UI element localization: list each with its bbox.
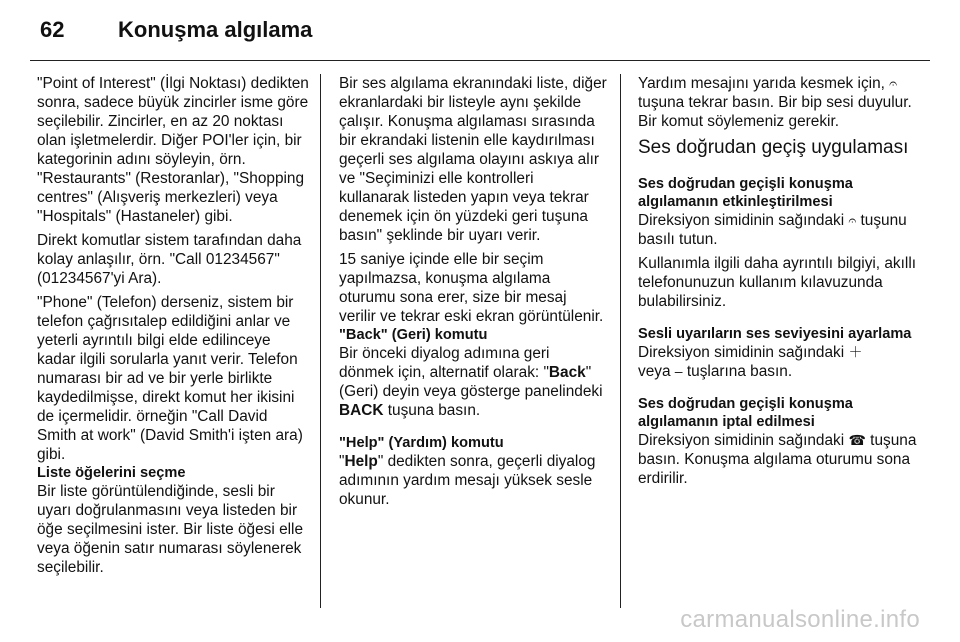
- text: " (Geri) deyin veya gösterge panelindeki: [339, 364, 603, 400]
- text: tuşuna basın. Konuşma algılama oturumu sona erdirilir.: [638, 432, 917, 487]
- text: ": [339, 453, 345, 470]
- text: tuşlarına basın.: [682, 363, 793, 380]
- text: tuşunu basılı tutun.: [638, 212, 907, 248]
- keyword-back: Back: [548, 364, 586, 381]
- text: Yardım mesajını yarıda kesmek için,: [638, 75, 890, 92]
- paragraph-smartphone-manual: Kullanımla ilgili daha ayrıntılı bilgiyi, akıllı telefonunuzun kullanım kılavuzunda bulabilirsiniz.: [638, 255, 917, 310]
- paragraph-list-voice: Bir ses algılama ekranındaki liste, diğer ekranlardaki bir listeyle aynı şekilde çalışır. Konuşma algılaması sırasında bir ekrandaki listenin elle kaydırılması geçerli ses algılama olayını askıya alır ve "Seçiminizi elle kontrolleri kullanarak listeden yapın veya tekrar denemek için ön yüzdeki geri tuşuna basın" şeklinde bir uyarı verir.: [339, 75, 607, 244]
- heading-activate-passthrough: Ses doğrudan geçişli konuşma algılamanın etkinleştirilmesi: [638, 176, 853, 210]
- text: tuşuna basın.: [383, 402, 481, 419]
- text: Direksiyon simidinin sağındaki: [638, 212, 849, 229]
- paragraph-direct-commands: Direkt komutlar sistem tarafından daha kolay anlaşılır, örn. "Call 01234567" (01234567'yi Ara).: [37, 232, 302, 287]
- voice-button-icon: 𝄐: [889, 75, 897, 91]
- text: Bir önceki diyalog adımına geri dönmek için, alternatif olarak: ": [339, 345, 550, 381]
- column-divider-2: [620, 74, 621, 608]
- paragraph-list-selection: Bir liste görüntülendiğinde, sesli bir uyarı doğrulanmasını veya listeden bir öğe seçilmesini ister. Bir liste öğesi elle veya öğenin satır numarası söylenerek seçilebilir.: [37, 483, 304, 576]
- plus-icon: ＋: [848, 344, 863, 360]
- text: tuşuna tekrar basın. Bir bip sesi duyulur. Bir komut söylemeniz gerekir.: [638, 94, 912, 130]
- paragraph-phone: "Phone" (Telefon) derseniz, sistem bir telefon çağrısıtalep edildiğini anlar ve yeterli ayrıntılı bilgi elde edilinceye kadar ilgili sorularla yanıt verir. Telefon numarası bir ad ve bir yerle birlikte kaydedilmişse, direkt komut her ikisini de içermelidir. örneğin "Call David Smith at work" (David Smith'i işten ara) gibi.: [37, 294, 303, 463]
- column-divider-1: [320, 74, 321, 608]
- voice-button-icon: 𝄐: [848, 212, 857, 228]
- column-right: [638, 74, 920, 493]
- page-title: Konuşma algılama: [118, 17, 313, 42]
- keyword-help: Help: [344, 453, 378, 470]
- text: " dedikten sonra, geçerli diyalog adımının yardım mesajı yüksek sesle okunur.: [339, 453, 596, 508]
- page-number: 62: [40, 17, 65, 42]
- paragraph-interrupt-help: [638, 74, 920, 131]
- header-divider: [30, 60, 930, 61]
- text: Direksiyon simidinin sağındaki: [638, 344, 849, 361]
- paragraph-timeout: 15 saniye içinde elle bir seçim yapılmazsa, konuşma algılama oturumu sona erer, size bir mesaj verilir ve tekrar eski ekran görüntülenir.: [339, 251, 604, 325]
- text: veya: [638, 363, 675, 380]
- paragraph-activate-passthrough: [638, 211, 920, 249]
- heading-list-selection: Liste öğelerini seçme: [37, 465, 186, 481]
- heading-cancel-passthrough: Ses doğrudan geçişli konuşma algılamanın iptal edilmesi: [638, 396, 853, 430]
- column-left: [37, 74, 309, 582]
- watermark: carmanualsonline.info: [680, 606, 920, 633]
- paragraph-poi: "Point of Interest" (İlgi Noktası) dedikten sonra, sadece büyük zincirler isme göre seçilebilir. Zincirler, en az 20 noktası olan işletmelerdir. Diğer POI'ler için, bir kategorinin adını söyleyin, örn. "Restaurants" (Restoranlar), "Shopping centres" (Alışveriş merkezleri) veya "Hospitals" (Hastaneler) gibi.: [37, 75, 309, 225]
- heading-volume: Sesli uyarıların ses seviyesini ayarlama: [638, 326, 912, 342]
- paragraph-help-command: [339, 452, 607, 509]
- keyword-back-button: BACK: [339, 402, 384, 419]
- heading-help-command: "Help" (Yardım) komutu: [339, 435, 504, 451]
- minus-icon: –: [674, 363, 683, 379]
- paragraph-cancel-passthrough: [638, 431, 920, 488]
- paragraph-back-command: [339, 344, 607, 420]
- section-title-voice-passthrough: Ses doğrudan geçiş uygulaması: [638, 137, 909, 158]
- hang-up-icon: ☎: [848, 432, 866, 448]
- page-header: [40, 17, 960, 49]
- paragraph-volume: [638, 343, 920, 381]
- column-middle: [339, 74, 607, 514]
- heading-back-command: "Back" (Geri) komutu: [339, 327, 488, 343]
- text: Direksiyon simidinin sağındaki: [638, 432, 849, 449]
